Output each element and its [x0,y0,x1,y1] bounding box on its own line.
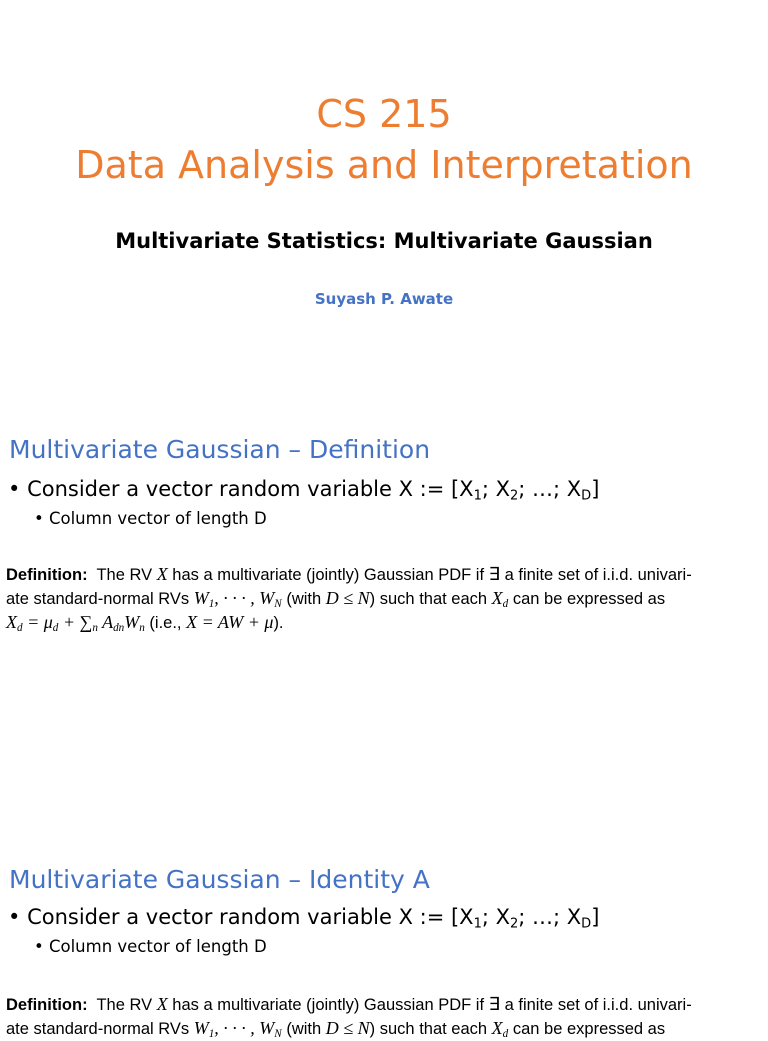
subscript: 1 [473,916,482,932]
definition-line [6,993,766,1017]
definition-line [6,587,766,611]
definition-text: The RV [96,566,153,584]
definition-text: ate standard-normal RVs [6,590,190,608]
math: X [156,564,168,584]
bullet-text: Consider a vector random variable X := [X [27,905,474,929]
slide-heading: Multivariate Gaussian – Definition [9,435,431,464]
definition-text: The RV [96,996,153,1014]
definition-text: ate standard-normal RVs [6,1020,190,1038]
math: $X_d$ [491,588,509,610]
bullet-item [8,477,600,504]
math: $_n$ $A_{dn}W_n$ [92,612,145,634]
definition-box [6,563,766,635]
bullet-dot: • [8,477,21,501]
subscript: D [581,916,592,932]
definition-line [6,611,766,635]
math: D ≤ N [325,588,370,608]
bullet-text: ; X [481,905,510,929]
math: $X_d = \mu_d$ + [6,612,80,634]
math: D ≤ N [325,1018,370,1038]
definition-label: Definition: [6,566,88,584]
definition-line [6,1017,766,1041]
identity-a-slide [0,860,768,1040]
bullet-text: ] [591,477,600,501]
bullet-item [8,905,600,932]
math: ∃ [488,994,501,1014]
sub-bullet-text: Column vector of length D [48,937,267,956]
definition-text: ) such that each [369,590,488,608]
bullet-dot: • [34,937,44,956]
definition-text: (with [286,590,322,608]
definition-line [6,563,766,587]
definition-text: (with [286,1020,322,1038]
sub-bullet-text: Column vector of length D [48,509,267,528]
author-name: Suyash P. Awate [314,290,454,308]
math: ∃ [488,564,501,584]
subscript: D [581,488,592,504]
subscript: 2 [510,488,519,504]
bullet-dot: • [34,509,44,528]
definition-text: a finite set of i.i.d. univari- [504,566,692,584]
sub-bullet-item [34,509,267,528]
course-title: Data Analysis and Interpretation [75,143,693,187]
math: $W_1$, · · · , $W_N$ [193,588,282,610]
subscript: 1 [473,488,482,504]
math: X [156,994,168,1014]
bullet-text: ; …; X [518,477,582,501]
definition-text: (i.e., [149,614,182,632]
bullet-dot: • [8,905,21,929]
title-slide [0,0,768,400]
definition-text: has a multivariate (jointly) Gaussian PDF if [172,996,485,1014]
math: $X_d$ [491,1018,509,1040]
sub-bullet-item [34,937,267,956]
math: ∑ [79,612,93,632]
definition-label: Definition: [6,996,88,1014]
definition-text: ). [273,614,284,632]
subscript: 2 [510,916,519,932]
definition-text: ) such that each [369,1020,488,1038]
math: X = AW + μ [186,612,274,632]
bullet-text: ; …; X [518,905,582,929]
slide-heading: Multivariate Gaussian – Identity A [9,865,430,894]
math: $W_1$, · · · , $W_N$ [193,1018,282,1040]
definition-text: can be expressed as [512,590,666,608]
definition-slide [0,430,768,830]
definition-text: can be expressed as [512,1020,666,1038]
course-code: CS 215 [316,92,452,136]
definition-text: has a multivariate (jointly) Gaussian PDF if [172,566,485,584]
bullet-text: Consider a vector random variable X := [X [27,477,474,501]
bullet-text: ] [591,905,600,929]
bullet-text: ; X [481,477,510,501]
slide-subtitle: Multivariate Statistics: Multivariate Gaussian [115,229,653,253]
definition-text: a finite set of i.i.d. univari- [504,996,692,1014]
definition-box [6,993,766,1041]
